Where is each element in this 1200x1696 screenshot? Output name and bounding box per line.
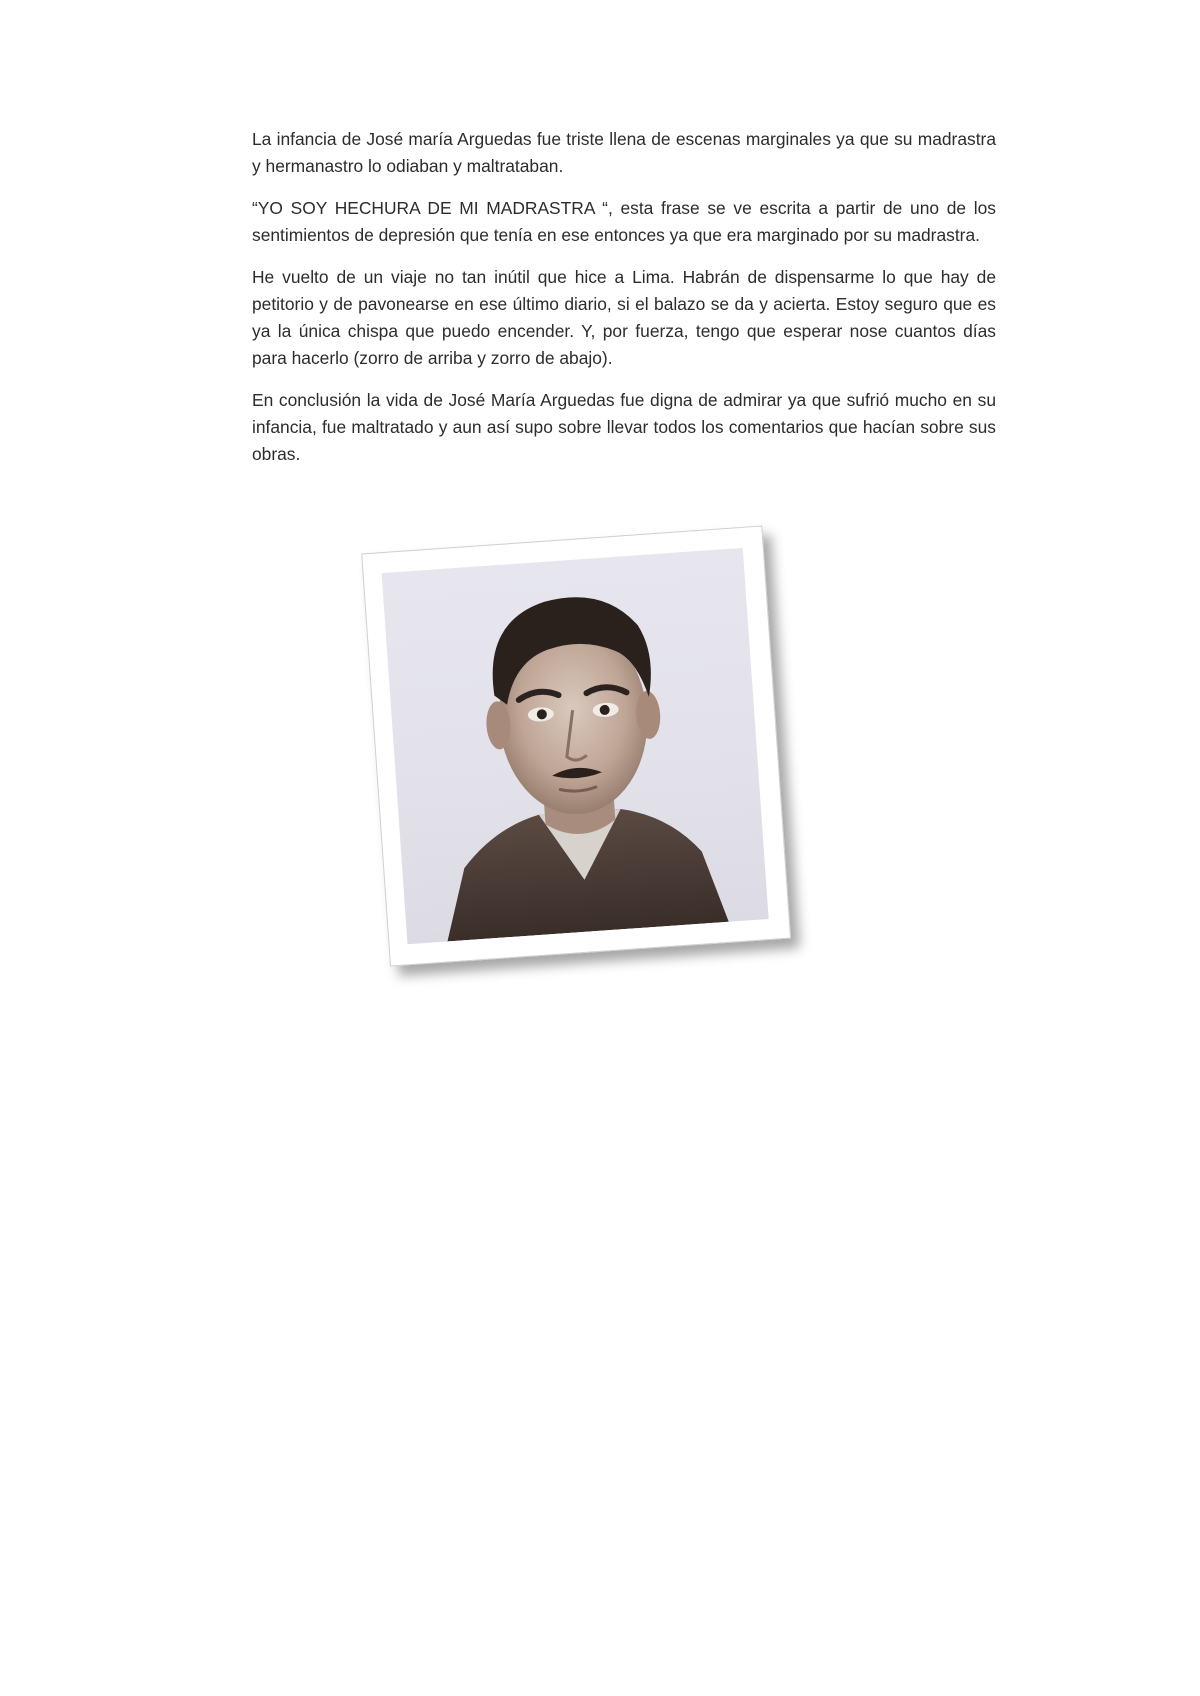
- photo-image-area: [382, 548, 769, 944]
- portrait-photo-icon: [382, 548, 769, 944]
- photo-frame: [361, 525, 791, 966]
- paragraph-4: En conclusión la vida de José María Arguedas fue digna de admirar ya que sufrió mucho en su infancia, fue maltratado y aun así supo sobre llevar todos los comentarios que hacían sobre sus obras.: [252, 390, 996, 464]
- portrait-photo: [361, 524, 821, 993]
- paragraph-2: “YO SOY HECHURA DE MI MADRASTRA “, esta frase se ve escrita a partir de uno de los sentimientos de depresión que tenía en ese entonces ya que era marginado por su madrastra.: [252, 198, 996, 245]
- paragraph-1: La infancia de José maría Arguedas fue triste llena de escenas marginales ya que su madrastra y hermanastro lo odiaban y maltrataban.: [252, 129, 996, 176]
- paragraph-3: He vuelto de un viaje no tan inútil que hice a Lima. Habrán de dispensarme lo que hay de petitorio y de pavonearse en ese último diario, si el balazo se da y acierta. Estoy seguro que es ya la única chispa que puedo encender. Y, por fuerza, tengo que esperar nose cuantos días para hacerlo (zorro de arriba y zorro de abajo).: [252, 267, 996, 368]
- body-text: [252, 126, 996, 483]
